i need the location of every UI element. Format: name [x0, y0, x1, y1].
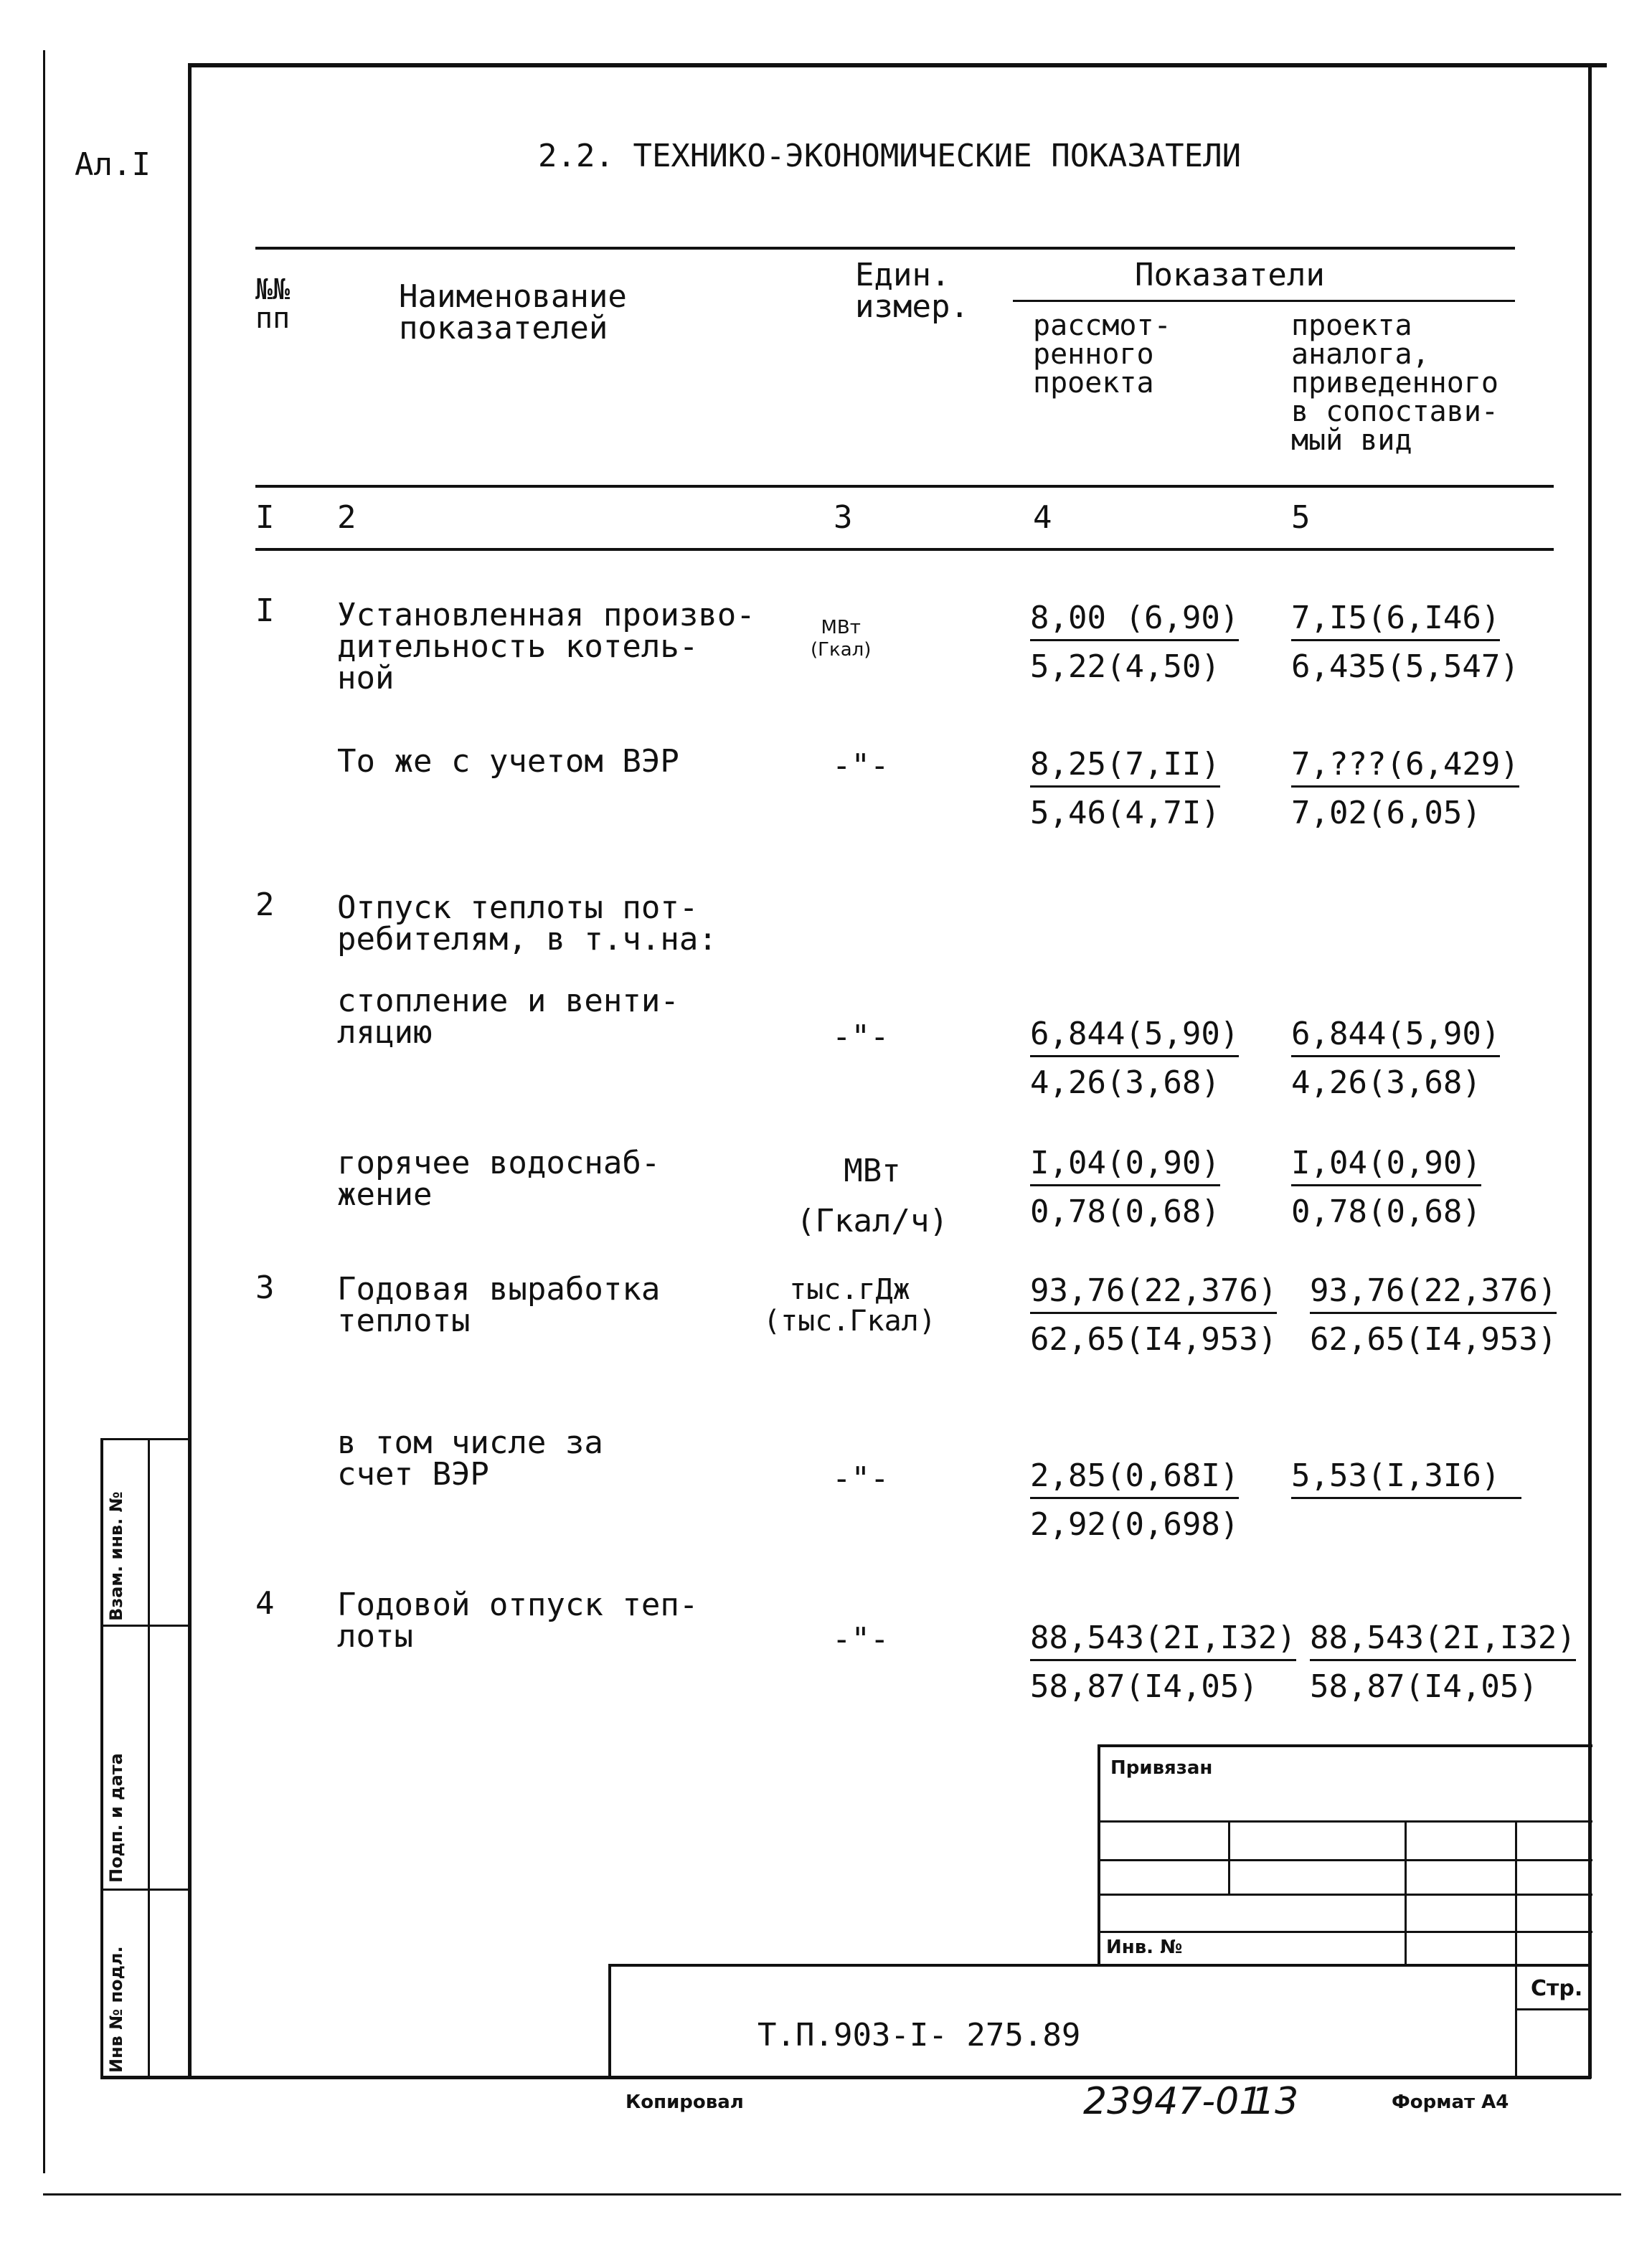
frame-left-outer [43, 50, 45, 2173]
stamp-row2 [1098, 1859, 1592, 1861]
sheet-label: Ал.I [75, 146, 151, 183]
colnum-5: 5 [1291, 499, 1311, 536]
stamp-top [1098, 1744, 1592, 1747]
row1b-unit: -"- [832, 747, 889, 784]
row3-num: 3 [255, 1270, 275, 1306]
row1-name: Установленная произво- дительность котель- ной [337, 597, 755, 696]
row2b-unit: МВт (Гкал/ч) [796, 1153, 948, 1240]
side-label-inv-podl: Инв № подл. [106, 1946, 126, 2073]
row2a-unit: -"- [832, 1018, 889, 1055]
page-label: Стр. [1531, 1976, 1583, 2001]
stamp-row3 [1098, 1894, 1592, 1896]
header-col5: проекта аналога, приведенного в сопостави- мый вид [1291, 309, 1498, 457]
footer-sheet: 13 [1251, 2080, 1299, 2123]
frame-top [188, 63, 1607, 67]
row2b-col5: $\frac{I,04(0,90)}{0,78(0,68)}$ [1291, 1145, 1481, 1230]
colnum-bottom-line [255, 548, 1554, 551]
row4-col5: $\frac{88,543(2I,I32)}{58,87(I4,05)}$ [1310, 1620, 1576, 1705]
colnum-3: 3 [834, 499, 853, 536]
side-label-podp: Подп. и дата [106, 1753, 126, 1883]
side-strip-left [100, 1438, 103, 2078]
frame-bottom-outer [43, 2193, 1621, 2196]
group-underline [1013, 300, 1515, 302]
row1b-col4: $\frac{8,25(7,II)}{5,46(4,7I)}$ [1030, 746, 1220, 831]
colnum-2: 2 [337, 499, 357, 536]
row2b-name: горячее водоснаб- жение [337, 1145, 661, 1213]
header-name: Наименование показателей [399, 278, 627, 346]
row2b-col4: $\frac{I,04(0,90)}{0,78(0,68)}$ [1030, 1145, 1220, 1230]
header-unit: Един. измер. [855, 257, 969, 325]
row3-name: Годовая выработка теплоты [337, 1271, 661, 1339]
row1-col4: $\frac{8,00 (6,90)}{5,22(4,50)}$ [1030, 600, 1240, 685]
page-title: 2.2. ТЕХНИКО-ЭКОНОМИЧЕСКИЕ ПОКАЗАТЕЛИ [538, 138, 1242, 174]
stamp-bound: Привязан [1110, 1757, 1213, 1779]
row2-name: Отпуск теплоты пот- ребителям, в т.ч.на: [337, 889, 717, 958]
colnum-4: 4 [1033, 499, 1052, 536]
row4-unit: -"- [832, 1621, 889, 1658]
stamp-col1 [1228, 1820, 1230, 1895]
titleblock-top [608, 1964, 1591, 1967]
header-bottom-line [255, 485, 1554, 488]
header-col4: рассмот- ренного проекта [1033, 309, 1171, 400]
side-strip-mid [148, 1438, 150, 2078]
stamp-left [1098, 1744, 1100, 1967]
side-strip-div2 [100, 1889, 190, 1891]
row3a-unit: -"- [832, 1460, 889, 1497]
side-label-vzam: Взам. инв. № [106, 1491, 126, 1621]
row2a-name: стопление и венти- ляцию [337, 983, 679, 1051]
header-group: Показатели [1135, 257, 1325, 293]
colnum-1: I [255, 499, 275, 536]
header-num: №№ пп [255, 273, 291, 335]
frame-right [1588, 63, 1592, 2079]
row4-name: Годовой отпуск теп- лоты [337, 1587, 699, 1655]
stamp-inv: Инв. № [1106, 1937, 1183, 1958]
stamp-row4 [1098, 1931, 1592, 1933]
row1b-col5: $\frac{7,???(6,429)}{7,02(6,05)}$ [1291, 746, 1519, 831]
row3-unit: тыс.гДж (тыс.Гкал) [763, 1273, 936, 1338]
row3-col5: $\frac{93,76(22,376)}{62,65(I4,953)}$ [1310, 1272, 1557, 1358]
row2-num: 2 [255, 887, 275, 923]
doc-code: Т.П.903-I- 275.89 [757, 2017, 1081, 2053]
row1-unit: МВт (Гкал) [811, 617, 872, 661]
row4-col4: $\frac{88,543(2I,I32)}{58,87(I4,05)}$ [1030, 1620, 1296, 1705]
frame-left [188, 63, 192, 2079]
row3a-col5: 5,53(I,3I6) [1291, 1457, 1521, 1499]
stamp-row1 [1098, 1820, 1592, 1823]
titleblock-left [608, 1964, 611, 2079]
row3a-name: в том числе за счет ВЭР [337, 1424, 603, 1493]
frame-bottom [100, 2076, 1591, 2079]
side-strip-div1 [100, 1625, 190, 1627]
header-top-line [255, 247, 1515, 250]
titleblock-page-div [1515, 2008, 1591, 2010]
stamp-col3 [1515, 1820, 1517, 2079]
row1b-name: То же с учетом ВЭР [337, 743, 679, 780]
row3a-col4: $\frac{2,85(0,68I)}{2,92(0,698)}$ [1030, 1457, 1240, 1543]
row2a-col5: $\frac{6,844(5,90)}{4,26(3,68)}$ [1291, 1016, 1501, 1101]
row4-num: 4 [255, 1585, 275, 1622]
row1-num: I [255, 592, 275, 629]
footer-copied: Копировал [626, 2092, 744, 2113]
row1-col5: $\frac{7,I5(6,I46)}{6,435(5,547)}$ [1291, 600, 1519, 685]
footer-format: Формат А4 [1392, 2092, 1509, 2113]
footer-number: 23947-01 [1083, 2080, 1263, 2123]
row3-col4: $\frac{93,76(22,376)}{62,65(I4,953)}$ [1030, 1272, 1278, 1358]
side-strip-top [100, 1438, 190, 1440]
stamp-col2 [1405, 1820, 1407, 1964]
row2a-col4: $\frac{6,844(5,90)}{4,26(3,68)}$ [1030, 1016, 1240, 1101]
